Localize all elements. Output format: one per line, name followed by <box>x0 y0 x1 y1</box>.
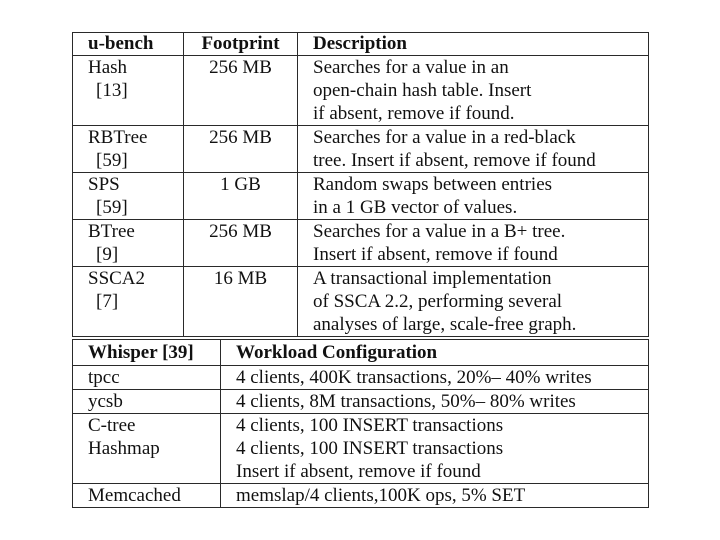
table-row <box>73 484 649 508</box>
description-line: Searches for a value in an <box>313 57 509 78</box>
description-line: Random swaps between entries <box>313 174 553 195</box>
description-line: A transactional implementation <box>313 268 552 289</box>
whisper-table <box>72 339 649 508</box>
bench-name-cell <box>73 56 184 126</box>
table-row <box>73 173 649 220</box>
bench-cite: [13] <box>96 80 128 101</box>
config-line: 4 clients, 100 INSERT transactions <box>236 438 504 459</box>
footprint-cell: 1 GB <box>184 173 298 220</box>
description-cell <box>298 173 649 220</box>
description-line: Searches for a value in a B+ tree. <box>313 221 566 242</box>
header-footprint: Footprint <box>184 33 298 56</box>
header-whisper: Whisper [39] <box>73 340 221 366</box>
workload-name-cell <box>73 484 221 508</box>
workload-name-cell <box>73 414 221 484</box>
footprint-cell: 256 MB <box>184 220 298 267</box>
bench-name-cell <box>73 173 184 220</box>
workload-config-cell <box>221 484 649 508</box>
header-workload-configuration: Workload Configuration <box>221 340 649 366</box>
description-line: Searches for a value in a red-black <box>313 127 576 148</box>
footprint-cell: 256 MB <box>184 126 298 173</box>
bench-cite: [9] <box>96 244 119 265</box>
table-row <box>73 366 649 390</box>
table-row <box>73 267 649 337</box>
description-cell <box>298 126 649 173</box>
footprint-cell: 16 MB <box>184 267 298 337</box>
workload-name: Memcached <box>88 485 181 506</box>
description-line: in a 1 GB vector of values. <box>313 197 518 218</box>
workload-name-cell <box>73 366 221 390</box>
description-line: if absent, remove if found. <box>313 103 515 124</box>
config-line: 4 clients, 8M transactions, 50%– 80% writes <box>236 391 576 412</box>
bench-name: Hash <box>88 57 128 78</box>
table-row <box>73 220 649 267</box>
bench-name-cell <box>73 126 184 173</box>
description-cell <box>298 220 649 267</box>
workload-config-cell <box>221 414 649 484</box>
workload-name: Hashmap <box>88 438 160 459</box>
bench-name: SSCA2 <box>88 268 146 289</box>
config-line: memslap/4 clients,100K ops, 5% SET <box>236 485 526 506</box>
description-line: open-chain hash table. Insert <box>313 80 532 101</box>
workload-config-cell <box>221 390 649 414</box>
bench-name: BTree <box>88 221 135 242</box>
workload-name: ycsb <box>88 391 123 412</box>
workload-name-cell <box>73 390 221 414</box>
bench-name-cell <box>73 267 184 337</box>
table-header-row <box>73 33 649 56</box>
bench-cite: [59] <box>96 150 128 171</box>
table-row <box>73 414 649 484</box>
description-line: analyses of large, scale-free graph. <box>313 314 577 335</box>
config-line: Insert if absent, remove if found <box>236 461 481 482</box>
bench-name: SPS <box>88 174 120 195</box>
workload-name: tpcc <box>88 367 120 388</box>
config-line: 4 clients, 100 INSERT transactions <box>236 415 504 436</box>
description-line: of SSCA 2.2, performing several <box>313 291 563 312</box>
table-row <box>73 126 649 173</box>
microbenchmark-table <box>72 32 649 337</box>
table-row <box>73 56 649 126</box>
table-header-row <box>73 340 649 366</box>
description-line: tree. Insert if absent, remove if found <box>313 150 596 171</box>
header-ubench: u-bench <box>73 33 184 56</box>
description-line: Insert if absent, remove if found <box>313 244 558 265</box>
workload-name: C-tree <box>88 415 136 436</box>
footprint-cell: 256 MB <box>184 56 298 126</box>
bench-name-cell <box>73 220 184 267</box>
description-cell <box>298 267 649 337</box>
description-cell <box>298 56 649 126</box>
bench-cite: [59] <box>96 197 128 218</box>
header-description: Description <box>298 33 649 56</box>
table-row <box>73 390 649 414</box>
config-line: 4 clients, 400K transactions, 20%– 40% writes <box>236 367 592 388</box>
bench-cite: [7] <box>96 291 119 312</box>
workload-config-cell <box>221 366 649 390</box>
bench-name: RBTree <box>88 127 148 148</box>
